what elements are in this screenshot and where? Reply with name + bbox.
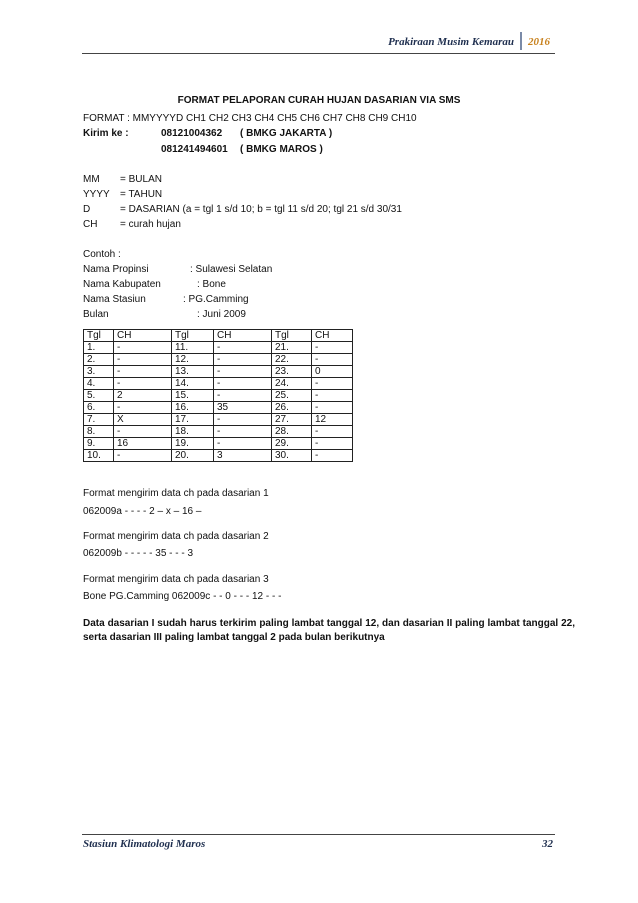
- table-cell: -: [312, 402, 353, 414]
- table-cell: -: [214, 438, 272, 450]
- table-cell: 16.: [172, 402, 214, 414]
- table-cell: -: [214, 342, 272, 354]
- table-cell: 23.: [272, 366, 312, 378]
- send-dest-2: ( BMKG MAROS ): [240, 144, 323, 155]
- table-cell: 11.: [172, 342, 214, 354]
- table-cell: -: [214, 366, 272, 378]
- table-cell: -: [214, 378, 272, 390]
- table-row: [84, 414, 353, 426]
- header-rule: [82, 53, 555, 54]
- legend-key: YYYY: [83, 189, 110, 200]
- table-row: [84, 402, 353, 414]
- table-row: [84, 426, 353, 438]
- page-header: [388, 32, 550, 50]
- table-cell: 8.: [84, 426, 114, 438]
- table-cell: X: [114, 414, 172, 426]
- table-cell: 9.: [84, 438, 114, 450]
- table-cell: 2.: [84, 354, 114, 366]
- table-row: [84, 366, 353, 378]
- table-row: [84, 342, 353, 354]
- table-header-row: [84, 330, 353, 342]
- footer-station: Stasiun Klimatologi Maros: [83, 838, 206, 850]
- column-header: CH: [114, 330, 172, 342]
- table-cell: -: [114, 426, 172, 438]
- column-header: Tgl: [84, 330, 114, 342]
- table-cell: 21.: [272, 342, 312, 354]
- table-row: [84, 438, 353, 450]
- legend-value: = curah hujan: [120, 219, 181, 230]
- format-line: FORMAT : MMYYYYD CH1 CH2 CH3 CH4 CH5 CH6 CH7 CH8 CH9 CH10: [83, 113, 417, 124]
- table-cell: 22.: [272, 354, 312, 366]
- table-cell: 19.: [172, 438, 214, 450]
- table-cell: -: [114, 354, 172, 366]
- table-cell: 27.: [272, 414, 312, 426]
- example-label: Bulan: [83, 309, 109, 320]
- format-sms: 062009b - - - - - 35 - - - 3: [83, 548, 194, 559]
- column-header: CH: [214, 330, 272, 342]
- deadline-note: Data dasarian I sudah harus terkirim paling lambat tanggal 12, dan dasarian II paling lambat tanggal 22, serta dasarian III paling lambat tanggal 2 pada bulan berikutnya: [83, 618, 575, 643]
- table-cell: 30.: [272, 450, 312, 462]
- table-cell: 14.: [172, 378, 214, 390]
- table-cell: 5.: [84, 390, 114, 402]
- table-cell: 2: [114, 390, 172, 402]
- table-cell: 1.: [84, 342, 114, 354]
- format-title: Format mengirim data ch pada dasarian 2: [83, 531, 269, 542]
- table-cell: 12: [312, 414, 353, 426]
- example-value: : Sulawesi Selatan: [190, 264, 273, 275]
- table-cell: 13.: [172, 366, 214, 378]
- legend-value: = TAHUN: [120, 189, 163, 200]
- example-label: Nama Stasiun: [83, 294, 146, 305]
- table-cell: -: [114, 366, 172, 378]
- table-cell: -: [114, 378, 172, 390]
- table-cell: 6.: [84, 402, 114, 414]
- table-cell: 18.: [172, 426, 214, 438]
- table-cell: 15.: [172, 390, 214, 402]
- table-cell: -: [214, 390, 272, 402]
- table-cell: -: [312, 450, 353, 462]
- table-cell: 20.: [172, 450, 214, 462]
- table-cell: 35: [214, 402, 272, 414]
- page-number: 32: [542, 838, 553, 850]
- legend-key: CH: [83, 219, 98, 230]
- legend-value: = BULAN: [120, 174, 162, 185]
- example-value: : Juni 2009: [197, 309, 246, 320]
- format-sms: 062009a - - - - 2 – x – 16 –: [83, 506, 202, 517]
- header-year: 2016: [528, 36, 550, 48]
- send-number-2: 081241494601: [161, 144, 228, 155]
- table-row: [84, 390, 353, 402]
- table-cell: -: [312, 342, 353, 354]
- table-cell: -: [114, 450, 172, 462]
- footer-rule: [82, 834, 555, 835]
- table-cell: 10.: [84, 450, 114, 462]
- example-label: Nama Kabupaten: [83, 279, 161, 290]
- table-cell: 25.: [272, 390, 312, 402]
- column-header: CH: [312, 330, 353, 342]
- table-row: [84, 378, 353, 390]
- table-cell: 16: [114, 438, 172, 450]
- column-header: Tgl: [172, 330, 214, 342]
- table-cell: 0: [312, 366, 353, 378]
- example-value: : Bone: [197, 279, 226, 290]
- table-cell: -: [214, 354, 272, 366]
- table-row: [84, 450, 353, 462]
- table-cell: 7.: [84, 414, 114, 426]
- table-cell: -: [312, 438, 353, 450]
- example-value: : PG.Camming: [183, 294, 249, 305]
- example-label: Nama Propinsi: [83, 264, 149, 275]
- table-row: [84, 354, 353, 366]
- send-number-1: 08121004362: [161, 128, 223, 139]
- table-cell: -: [312, 390, 353, 402]
- example-heading: Contoh :: [83, 249, 121, 260]
- format-title: Format mengirim data ch pada dasarian 3: [83, 574, 269, 585]
- send-dest-1: ( BMKG JAKARTA ): [240, 128, 333, 139]
- column-header: Tgl: [272, 330, 312, 342]
- table-cell: -: [312, 354, 353, 366]
- table-cell: -: [114, 342, 172, 354]
- legend-value: = DASARIAN (a = tgl 1 s/d 10; b = tgl 11 s/d 20; tgl 21 s/d 30/31: [120, 204, 402, 215]
- table-cell: -: [312, 426, 353, 438]
- table-cell: 26.: [272, 402, 312, 414]
- table-cell: 3.: [84, 366, 114, 378]
- table-cell: 29.: [272, 438, 312, 450]
- rainfall-table: [83, 329, 353, 462]
- table-cell: 24.: [272, 378, 312, 390]
- table-cell: 3: [214, 450, 272, 462]
- legend-key: MM: [83, 174, 100, 185]
- table-cell: -: [312, 378, 353, 390]
- table-cell: 17.: [172, 414, 214, 426]
- send-label: Kirim ke :: [83, 128, 129, 139]
- format-sms: Bone PG.Camming 062009c - - 0 - - - 12 - - -: [83, 591, 282, 602]
- table-cell: -: [214, 414, 272, 426]
- format-title: Format mengirim data ch pada dasarian 1: [83, 488, 269, 499]
- header-title: Prakiraan Musim Kemarau: [388, 36, 514, 48]
- table-cell: -: [214, 426, 272, 438]
- document-title: FORMAT PELAPORAN CURAH HUJAN DASARIAN VIA SMS: [177, 95, 461, 106]
- table-cell: 4.: [84, 378, 114, 390]
- table-cell: 28.: [272, 426, 312, 438]
- table-cell: -: [114, 402, 172, 414]
- table-cell: 12.: [172, 354, 214, 366]
- legend-key: D: [83, 204, 91, 215]
